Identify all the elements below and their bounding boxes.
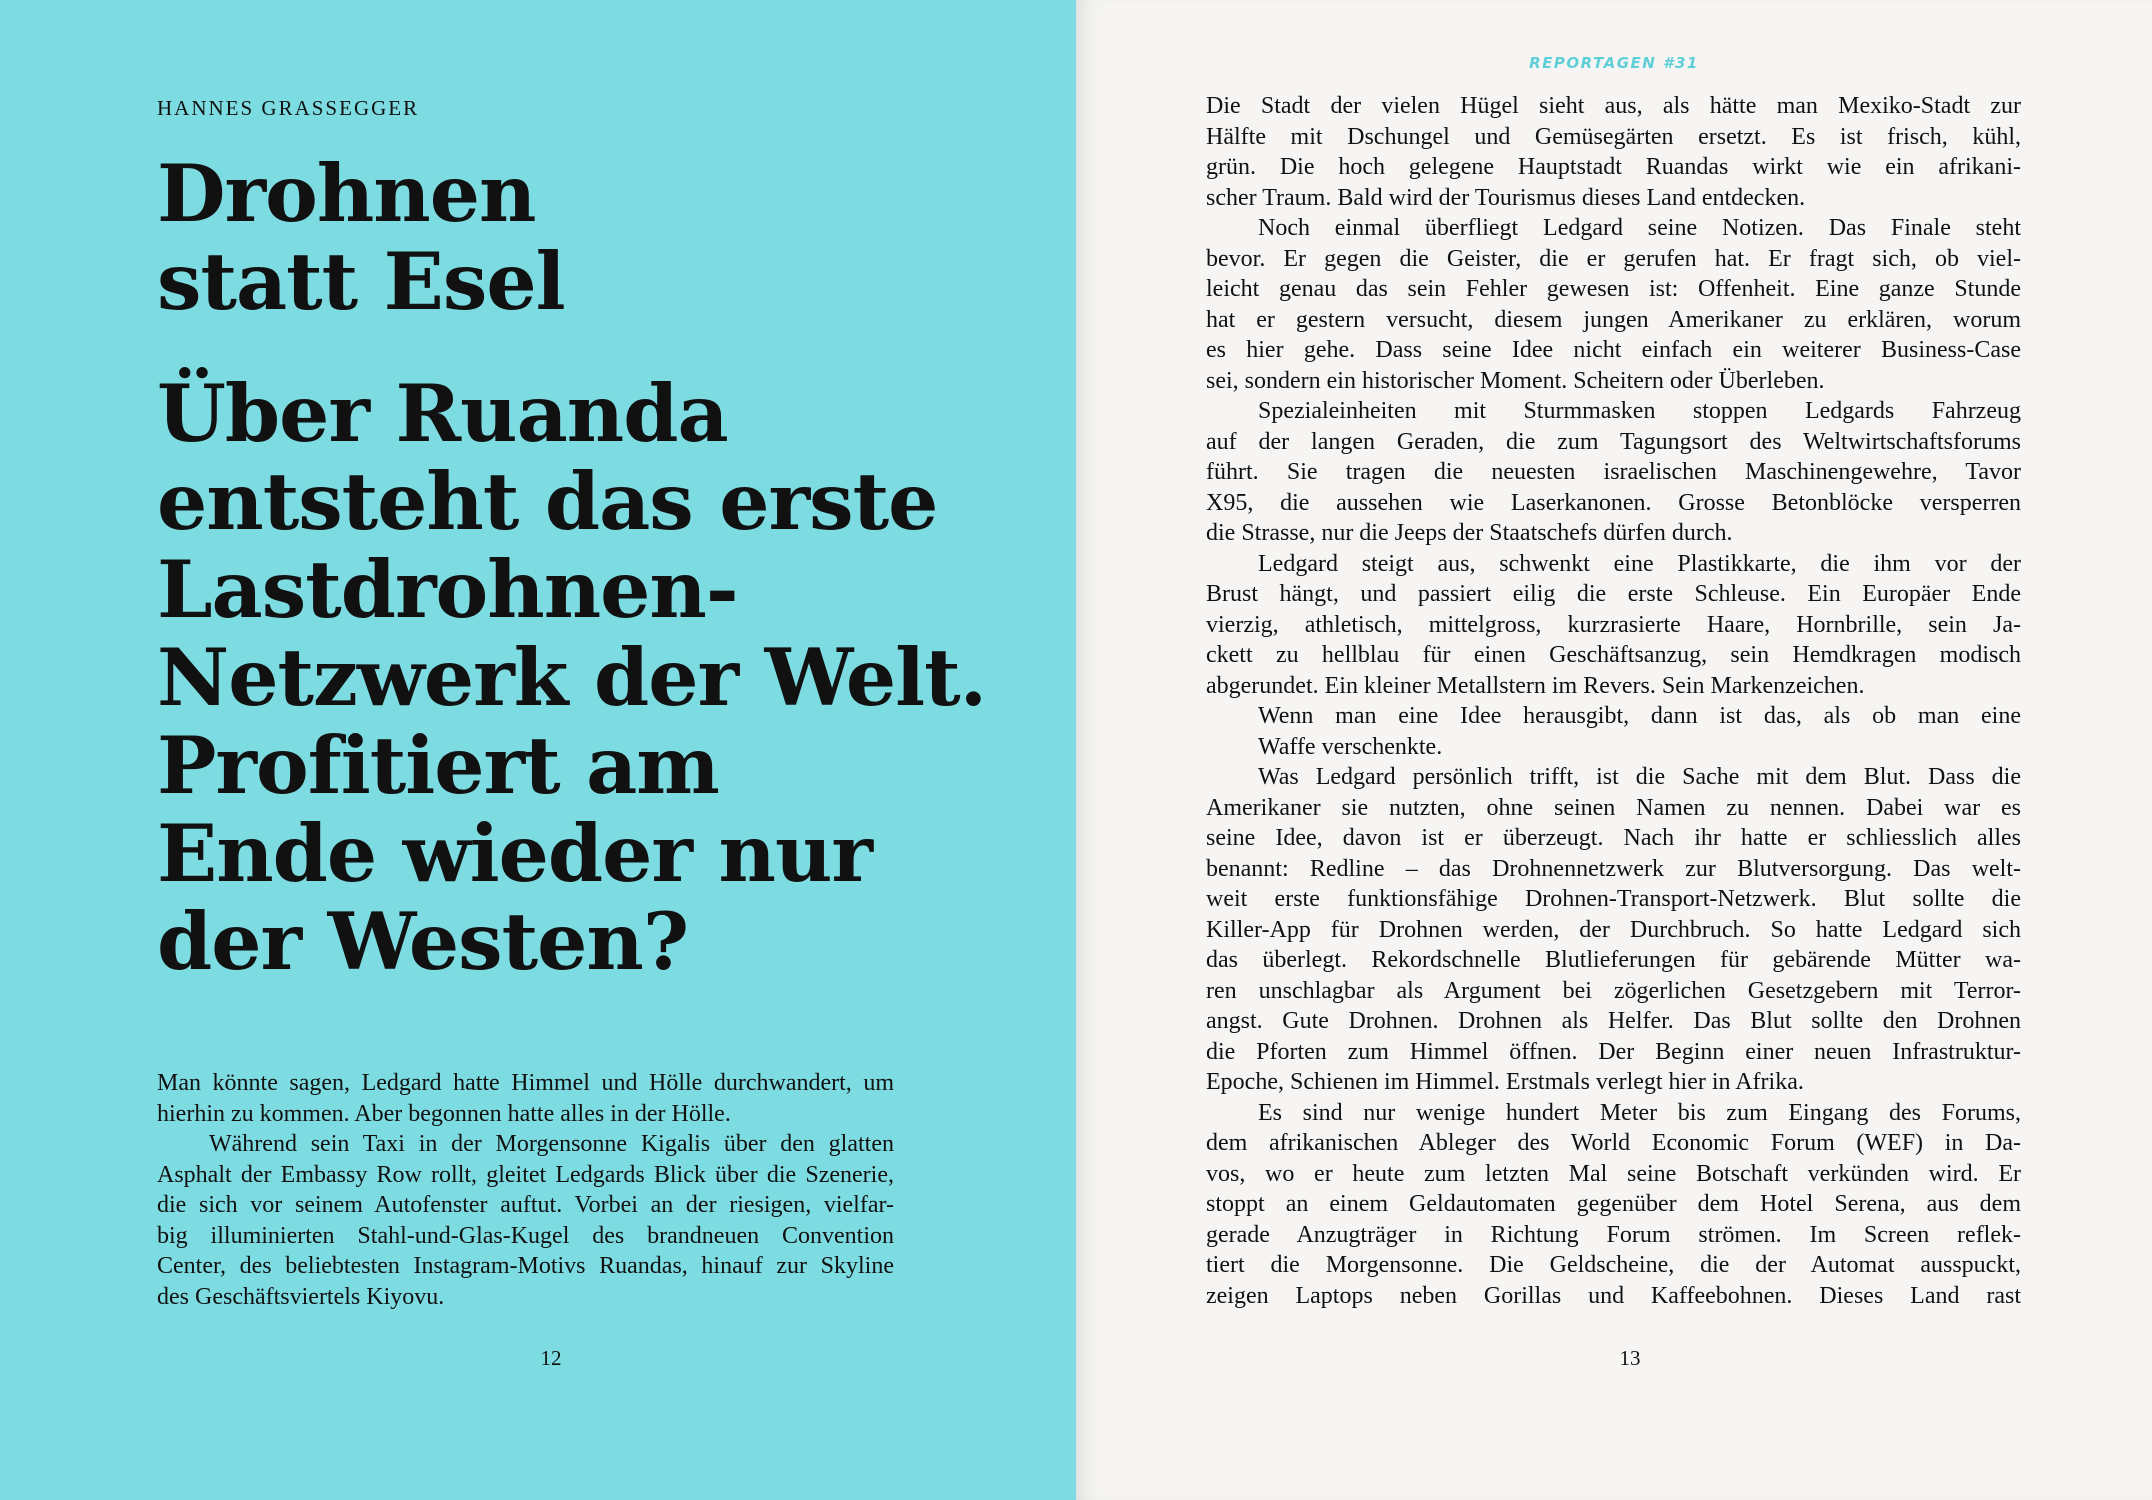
body-line: Waffe verschenkte. xyxy=(1258,733,1443,760)
body-line: Wenn man eine Idee herausgibt, dann ist das, als ob man eine xyxy=(1258,703,2021,729)
body-line: das überlegt. Rekordschnelle Blutlieferungen für gebärende Mütter wa- xyxy=(1206,947,2021,973)
body-line: big illuminierten Stahl-und-Glas-Kugel des brandneuen Convention xyxy=(157,1222,894,1249)
right-page xyxy=(1076,0,2152,1500)
body-line: grün. Die hoch gelegene Hauptstadt Ruandas wirkt wie ein afrikani- xyxy=(1206,154,2021,180)
title-line: statt Esel xyxy=(157,235,565,328)
body-line: stoppt an einem Geldautomaten gegenüber dem Hotel Serena, aus dem xyxy=(1206,1191,2021,1217)
body-line: Asphalt der Embassy Row rollt, gleitet Ledgards Blick über die Szenerie, xyxy=(157,1161,894,1188)
subtitle-line: Lastdrohnen- xyxy=(157,543,738,636)
author-name: HANNES GRASSEGGER xyxy=(157,96,420,120)
page-number-right: 13 xyxy=(1619,1346,1641,1370)
body-line: angst. Gute Drohnen. Drohnen als Helfer. Das Blut sollte den Drohnen xyxy=(1206,1008,2021,1034)
body-line: benannt: Redline – das Drohnennetzwerk zur Blutversorgung. Das welt- xyxy=(1206,855,2021,882)
article-subtitle xyxy=(157,367,1057,988)
subtitle-line: Über Ruanda xyxy=(157,367,728,460)
body-line: bevor. Er gegen die Geister, die er gerufen hat. Er fragt sich, ob viel- xyxy=(1206,245,2021,272)
body-line: des Geschäftsviertels Kiyovu. xyxy=(157,1283,445,1310)
page-number-left: 12 xyxy=(540,1346,562,1370)
body-line: hierhin zu kommen. Aber begonnen hatte alles in der Hölle. xyxy=(157,1100,731,1127)
body-line: die sich vor seinem Autofenster auftut. Vorbei an der riesigen, vielfar- xyxy=(157,1192,894,1218)
body-line: abgerundet. Ein kleiner Metallstern im Revers. Sein Markenzeichen. xyxy=(1206,672,1865,699)
body-line: ckett zu hellblau für einen Geschäftsanzug, sein Hemdkragen modisch xyxy=(1206,642,2021,668)
body-line: zeigen Laptops neben Gorillas und Kaffeebohnen. Dieses Land rast xyxy=(1206,1282,2021,1309)
body-line: Epoche, Schienen im Himmel. Erstmals verlegt hier in Afrika. xyxy=(1206,1069,1804,1095)
body-line: Amerikaner sie nutzten, ohne seinen Namen zu nennen. Dabei war es xyxy=(1206,794,2021,821)
subtitle-line: Netzwerk der Welt. xyxy=(157,631,987,724)
body-line: Die Stadt der vielen Hügel sieht aus, als hätte man Mexiko-Stadt zur xyxy=(1206,93,2021,119)
body-line: weit erste funktionsfähige Drohnen-Transport-Netzwerk. Blut sollte die xyxy=(1206,886,2021,912)
body-line: Noch einmal überfliegt Ledgard seine Notizen. Das Finale steht xyxy=(1258,215,2021,241)
body-line: die Pforten zum Himmel öffnen. Der Beginn einer neuen Infrastruktur- xyxy=(1206,1038,2021,1065)
body-line: scher Traum. Bald wird der Tourismus dieses Land entdecken. xyxy=(1206,184,1806,211)
body-line: Man könnte sagen, Ledgard hatte Himmel und Hölle durchwandert, um xyxy=(157,1070,894,1096)
body-line: auf der langen Geraden, die zum Tagungsort des Weltwirtschaftsforums xyxy=(1206,428,2021,455)
body-line: Hälfte mit Dschungel und Gemüsegärten ersetzt. Es ist frisch, kühl, xyxy=(1206,123,2021,150)
body-line: Es sind nur wenige hundert Meter bis zum Eingang des Forums, xyxy=(1258,1099,2021,1126)
body-line: Während sein Taxi in der Morgensonne Kigalis über den glatten xyxy=(209,1131,894,1157)
body-line: Was Ledgard persönlich trifft, ist die Sache mit dem Blut. Dass die xyxy=(1258,764,2021,790)
subtitle-line: Ende wieder nur xyxy=(157,807,873,900)
body-line: Brust hängt, und passiert eilig die erste Schleuse. Ein Europäer Ende xyxy=(1206,581,2021,607)
body-line: vos, wo er heute zum letzten Mal seine Botschaft verkünden wird. Er xyxy=(1206,1160,2021,1187)
body-line: führt. Sie tragen die neuesten israelischen Maschinengewehre, Tavor xyxy=(1206,459,2021,485)
body-line: Center, des beliebtesten Instagram-Motivs Ruandas, hinauf zur Skyline xyxy=(157,1253,894,1279)
article-title xyxy=(157,147,1057,328)
subtitle-line: der Westen? xyxy=(157,895,689,988)
body-line: gerade Anzugträger in Richtung Forum strömen. Im Screen reflek- xyxy=(1206,1221,2021,1248)
body-line: seine Idee, davon ist er überzeugt. Nach ihr hatte er schliesslich alles xyxy=(1206,825,2021,851)
body-line: sei, sondern ein historischer Moment. Scheitern oder Überleben. xyxy=(1206,367,1825,394)
left-body-text xyxy=(157,1068,894,1312)
body-line: die Strasse, nur die Jeeps der Staatschefs dürfen durch. xyxy=(1206,520,1733,546)
body-line: vierzig, athletisch, mittelgross, kurzrasierte Haare, Hornbrille, sein Ja- xyxy=(1206,611,2021,638)
title-line: Drohnen xyxy=(157,147,536,240)
body-line: X95, die aussehen wie Laserkanonen. Grosse Betonblöcke versperren xyxy=(1206,489,2021,516)
body-line: es hier gehe. Dass seine Idee nicht einfach ein weiterer Business-Case xyxy=(1206,337,2021,363)
body-line: dem afrikanischen Ableger des World Economic Forum (WEF) in Da- xyxy=(1206,1130,2021,1156)
body-line: Spezialeinheiten mit Sturmmasken stoppen Ledgards Fahrzeug xyxy=(1258,398,2021,424)
body-line: tiert die Morgensonne. Die Geldscheine, die der Automat ausspuckt, xyxy=(1206,1252,2021,1278)
body-line: leicht genau das sein Fehler gewesen ist: Offenheit. Eine ganze Stunde xyxy=(1206,276,2021,302)
body-line: hat er gestern versucht, diesem jungen Amerikaner zu erklären, worum xyxy=(1206,306,2021,333)
body-line: Killer-App für Drohnen werden, der Durchbruch. So hatte Ledgard sich xyxy=(1206,916,2021,943)
subtitle-line: entsteht das erste xyxy=(157,455,938,548)
right-body-text xyxy=(1206,91,2021,1311)
body-line: ren unschlagbar als Argument bei zögerlichen Gesetzgebern mit Terror- xyxy=(1206,977,2021,1004)
body-line: Ledgard steigt aus, schwenkt eine Plastikkarte, die ihm vor der xyxy=(1258,550,2021,577)
subtitle-line: Profitiert am xyxy=(157,719,719,812)
running-header: REPORTAGEN #31 xyxy=(1529,54,1699,72)
